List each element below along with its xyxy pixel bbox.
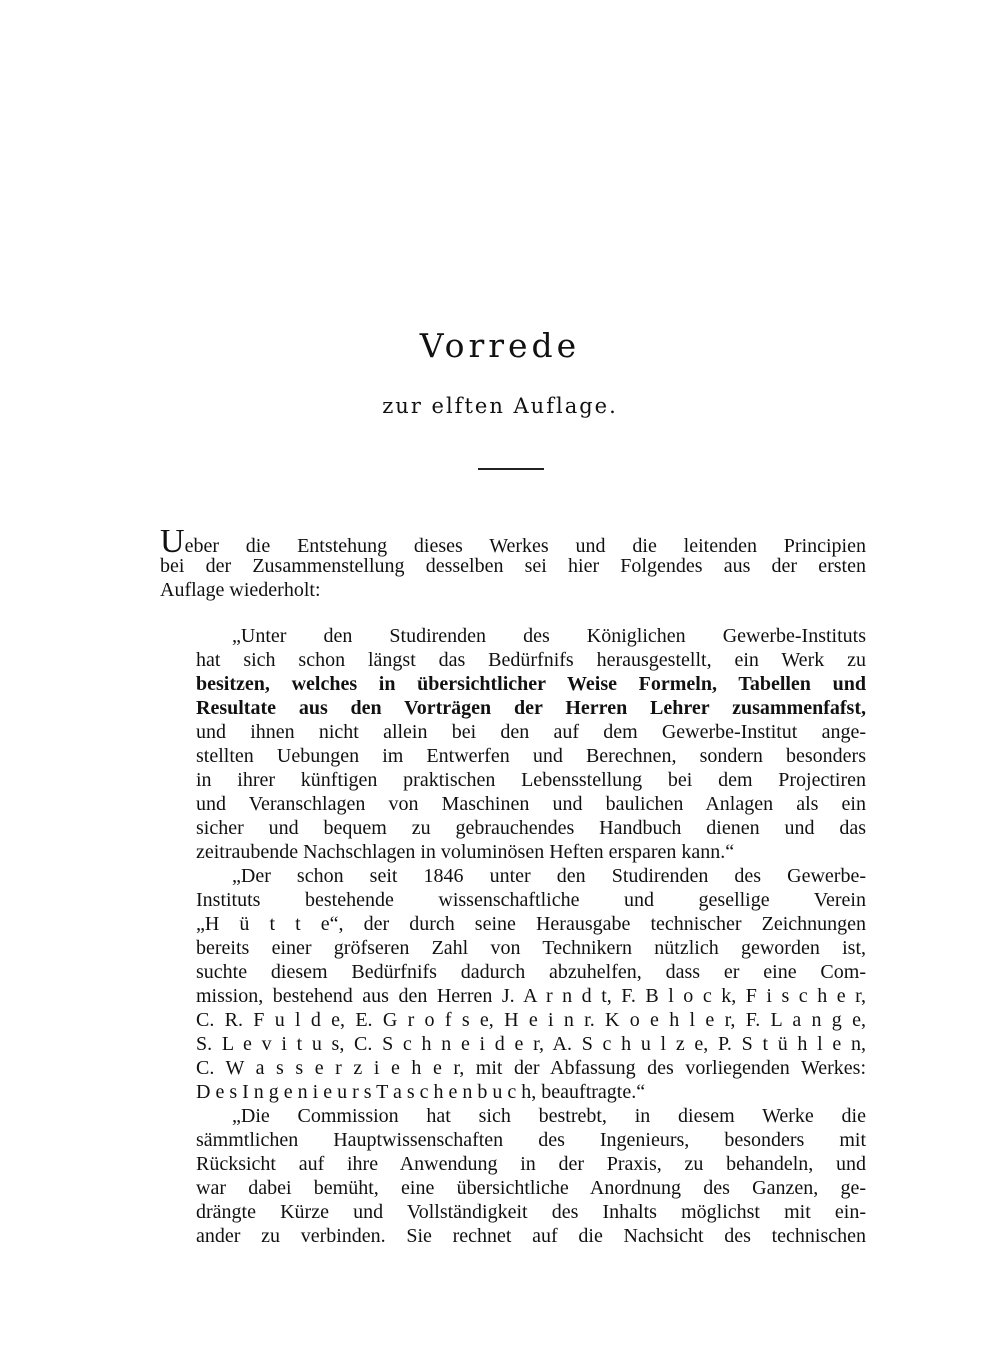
quote-line: „Die Commission hat sich bestrebt, in diesem Werke die [232,1105,866,1127]
quote-line: zeitraubende Nachschlagen in voluminösen Heften ersparen kann.“ [196,841,735,863]
quote-line: D e s I n g e n i e u r s T a s c h e n b u c h, beauftragte.“ [196,1081,646,1103]
quote-line: sämmtlichen Hauptwissenschaften des Ingenieurs, besonders mit [196,1129,866,1151]
intro-line: Auflage wiederholt: [160,579,321,601]
quote-line: hat sich schon längst das Bedürfnifs herausgestellt, ein Werk zu [196,649,866,671]
quote-line: Instituts bestehende wissenschaftliche und gesellige Verein [196,889,866,911]
intro-line-text: eber die Entstehung dieses Werkes und die leitenden Principien [184,535,866,557]
quote-line: war dabei bemüht, eine übersichtliche Anordnung des Ganzen, ge- [196,1177,866,1199]
drop-initial: U [160,523,185,560]
quote-line: „Unter den Studirenden des Königlichen Gewerbe-Instituts [232,625,866,647]
quote-line: mission, bestehend aus den Herren J. A r n d t, F. B l o c k, F i s c h e r, [196,985,866,1007]
intro-line: bei der Zusammenstellung desselben sei hier Folgendes aus der ersten [160,555,866,577]
quote-line: „Der schon seit 1846 unter den Studirenden des Gewerbe- [232,865,866,887]
quote-line: bereits einer gröfseren Zahl von Technikern nützlich geworden ist, [196,937,866,959]
quote-line: C. R. F u l d e, E. G r o f s e, H e i n r. K o e h l e r, F. L a n g e, [196,1009,866,1031]
quote-line: S. L e v i t u s, C. S c h n e i d e r, A. S c h u l z e, P. S t ü h l e n, [196,1033,866,1055]
title-divider [478,468,544,470]
quote-line: Rücksicht auf ihre Anwendung in der Praxis, zu behandeln, und [196,1153,866,1175]
page-subtitle: zur elften Auflage. [382,394,618,418]
quote-line: „H ü t t e“, der durch seine Herausgabe technischer Zeichnungen [196,913,866,935]
quote-line: ander zu verbinden. Sie rechnet auf die Nachsicht des technischen [196,1225,866,1247]
quote-line: und Veranschlagen von Maschinen und baulichen Anlagen als ein [196,793,866,815]
quote-line: sicher und bequem zu gebrauchendes Handbuch dienen und das [196,817,866,839]
quote-line: drängte Kürze und Vollständigkeit des Inhalts möglichst mit ein- [196,1201,866,1223]
intro-line [160,523,866,560]
intro-paragraph [160,523,866,602]
quote-line: besitzen, welches in übersichtlicher Weise Formeln, Tabellen und [196,673,866,695]
quote-line: Resultate aus den Vorträgen der Herren Lehrer zusammenfafst, [196,697,866,719]
quote-line: und ihnen nicht allein bei den auf dem Gewerbe-Institut ange- [196,721,866,743]
quote-line: suchte diesem Bedürfnifs dadurch abzuhelfen, dass er eine Com- [196,961,866,983]
quote-line: C. W a s s e r z i e h e r, mit der Abfassung des vorliegenden Werkes: [196,1057,866,1079]
quoted-preface [196,624,866,1248]
quote-line: stellten Uebungen im Entwerfen und Berechnen, sondern besonders [196,745,866,767]
page-title: Vorrede [419,326,581,365]
quote-line: in ihrer künftigen praktischen Lebensstellung bei dem Projectiren [196,769,866,791]
